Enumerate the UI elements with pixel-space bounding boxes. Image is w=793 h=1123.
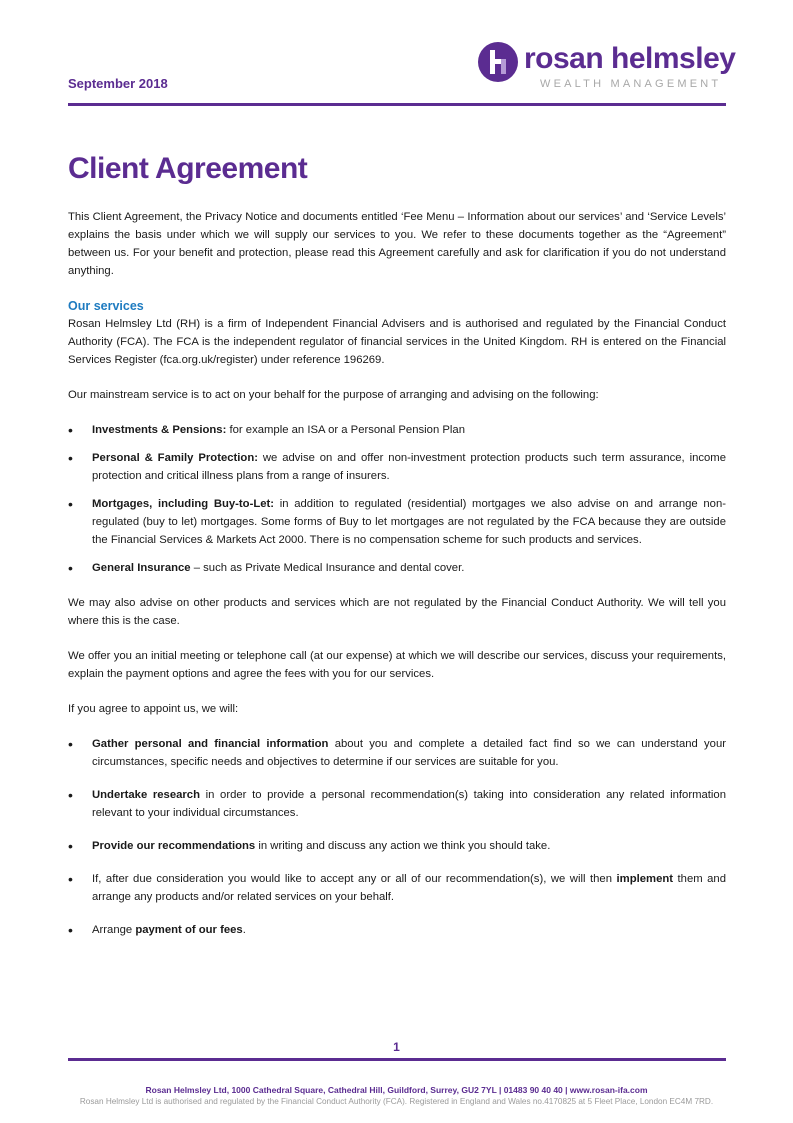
step-label: implement (616, 873, 674, 885)
list-item-text: for example an ISA or a Personal Pension Plan (226, 424, 465, 436)
step-text: . (242, 924, 246, 936)
list-item (68, 870, 726, 906)
list-item-label: Personal & Family Protection: (92, 452, 258, 464)
list-item-label: Investments & Pensions: (92, 424, 227, 436)
document-body (68, 208, 726, 956)
step-label: Gather personal and financial information (92, 738, 329, 750)
services-paragraph-5: If you agree to appoint us, we will: (68, 703, 239, 715)
step-text: Arrange (92, 924, 136, 936)
list-item (68, 837, 726, 855)
document-date: September 2018 (68, 76, 168, 91)
services-paragraph-2: Our mainstream service is to act on your behalf for the purpose of arranging and advising on the following: (68, 389, 599, 401)
list-item (68, 449, 726, 485)
list-item-label: General Insurance (92, 562, 191, 574)
page-title: Client Agreement (68, 152, 308, 185)
logo-name: rosan helmsley (524, 42, 736, 75)
list-item (68, 559, 726, 577)
step-text: If, after due consideration you would like to accept any or all of our recommendation(s), we will then (92, 873, 617, 885)
page-header (68, 40, 736, 106)
footer-regulatory-notice: Rosan Helmsley Ltd is authorised and regulated by the Financial Conduct Authority (FCA). Registered in England and Wales no.4170825 at 5 Fleet Place, London EC4M 7RD. (79, 1097, 714, 1106)
list-item (68, 735, 726, 771)
footer-address: Rosan Helmsley Ltd, 1000 Cathedral Square, Cathedral Hill, Guildford, Surrey, GU2 7YL | 01483 90 40 40 | www.rosan-ifa.com (145, 1085, 648, 1095)
list-item (68, 921, 726, 939)
step-label: payment of our fees (135, 924, 243, 936)
footer-rule (68, 1058, 726, 1061)
list-item-text: – such as Private Medical Insurance and dental cover. (190, 562, 465, 574)
services-list (68, 421, 726, 577)
list-item-label: Mortgages, including Buy-to-Let: (92, 498, 275, 510)
header-rule (68, 103, 726, 106)
appointment-steps-list (68, 735, 726, 939)
logo-mark-icon (478, 42, 518, 82)
page-number: 1 (393, 1040, 400, 1054)
step-label: Undertake research (92, 789, 200, 801)
company-logo (466, 40, 736, 94)
list-item-text: we advise on and offer non-investment protection products such term assurance, income protection and critical illness plans from a range of insurers. (92, 452, 726, 482)
list-item (68, 786, 726, 822)
services-paragraph-4: We offer you an initial meeting or telephone call (at our expense) at which we will describe our services, discuss your requirements, explain the payment options and agree the fees with you for our services. (68, 650, 726, 680)
step-text: in writing and discuss any action we think you should take. (255, 840, 551, 852)
services-paragraph-3: We may also advise on other products and services which are not regulated by the Financial Conduct Authority. We will tell you where this is the case. (68, 597, 726, 627)
list-item-text: in addition to regulated (residential) mortgages we also advise on and arrange non-regulated (buy to let) mortgages. Some forms of Buy to let mortgages are not regulated by the FCA because they are outside the Financial Services & Markets Act 2000. There is no compensation scheme for such products and services. (92, 498, 726, 546)
step-label: Provide our recommendations (92, 840, 256, 852)
step-text: in order to provide a personal recommendation(s) taking into consideration any related information relevant to your individual circumstances. (92, 789, 726, 819)
step-text: them and arrange any products and/or related services on your behalf. (92, 873, 726, 903)
services-paragraph-1: Rosan Helmsley Ltd (RH) is a firm of Independent Financial Advisers and is authorised and regulated by the Financial Conduct Authority (FCA). The FCA is the independent regulator of financial services in the United Kingdom. RH is entered on the Financial Services Register (fca.org.uk/register) under reference 196269. (68, 318, 726, 366)
list-item (68, 421, 726, 439)
list-item (68, 495, 726, 549)
logo-subtitle: WEALTH MANAGEMENT (540, 78, 722, 90)
step-text: about you and complete a detailed fact find so we can understand your circumstances, specific needs and objectives to determine if our services are suitable for you. (92, 738, 727, 768)
intro-paragraph: This Client Agreement, the Privacy Notice and documents entitled ‘Fee Menu – Information about our services’ and ‘Service Levels’ explains the basis under which we will supply our services to you. We refer to these documents together as the “Agreement” between us. For your benefit and protection, please read this Agreement carefully and ask for clarification if you do not understand anything. (68, 211, 726, 277)
section-heading-our-services: Our services (68, 299, 144, 313)
